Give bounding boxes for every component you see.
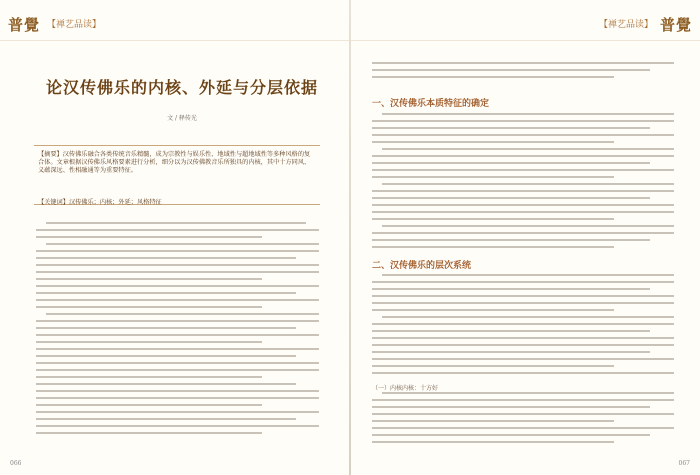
section-heading-1: 一、汉传佛乐本质特征的确定 bbox=[372, 99, 490, 109]
page-number-right: 067 bbox=[678, 460, 690, 467]
article-title: 论汉传佛乐的内核、外延与分层依据 bbox=[45, 78, 318, 97]
text-line bbox=[36, 292, 296, 294]
text-line bbox=[36, 404, 262, 406]
text-line bbox=[372, 232, 674, 234]
text-line bbox=[372, 120, 674, 122]
text-line bbox=[36, 369, 319, 371]
text-line bbox=[36, 229, 319, 231]
text-line bbox=[372, 413, 674, 415]
text-line bbox=[36, 348, 319, 350]
text-line bbox=[36, 236, 262, 238]
text-line bbox=[382, 392, 674, 394]
section1-text bbox=[372, 113, 674, 253]
text-line bbox=[372, 441, 614, 443]
text-line bbox=[382, 113, 674, 115]
text-line bbox=[36, 334, 319, 336]
left-page bbox=[0, 0, 349, 475]
text-line bbox=[372, 288, 650, 290]
right-page bbox=[351, 0, 700, 475]
text-line bbox=[36, 285, 319, 287]
text-line bbox=[36, 320, 319, 322]
text-line bbox=[372, 246, 614, 248]
text-line bbox=[36, 411, 319, 413]
section-heading-2: 二、汉传佛乐的层次系统 bbox=[372, 261, 472, 271]
text-line bbox=[372, 365, 614, 367]
text-line bbox=[372, 420, 614, 422]
keyword-values: 汉传佛乐；内核；外延；风格特征 bbox=[68, 199, 162, 206]
text-line bbox=[36, 376, 262, 378]
page-number-left: 066 bbox=[10, 460, 22, 467]
text-line bbox=[382, 183, 674, 185]
text-line bbox=[372, 344, 674, 346]
text-line bbox=[372, 62, 674, 64]
text-line bbox=[36, 418, 296, 420]
text-line bbox=[372, 69, 650, 71]
text-line bbox=[372, 372, 674, 374]
text-line bbox=[36, 397, 319, 399]
text-line bbox=[382, 148, 674, 150]
text-line bbox=[36, 432, 262, 434]
text-line bbox=[372, 76, 614, 78]
text-line bbox=[36, 250, 319, 252]
column-tag-left: 【禅艺品读】 bbox=[47, 20, 102, 30]
text-line bbox=[372, 141, 614, 143]
text-line bbox=[372, 330, 650, 332]
text-line bbox=[46, 243, 319, 245]
text-line bbox=[46, 222, 306, 224]
text-line bbox=[36, 425, 319, 427]
text-line bbox=[372, 434, 650, 436]
text-line bbox=[36, 390, 319, 392]
abstract-label: 【摘要】 bbox=[38, 151, 63, 158]
keywords bbox=[38, 197, 314, 206]
text-line bbox=[372, 211, 674, 213]
text-line bbox=[36, 383, 296, 385]
left-body-text bbox=[36, 222, 319, 439]
text-line bbox=[36, 278, 262, 280]
text-line bbox=[36, 355, 296, 357]
text-line bbox=[372, 176, 614, 178]
text-line bbox=[372, 190, 674, 192]
right-intro-text bbox=[372, 62, 674, 83]
text-line bbox=[372, 406, 650, 408]
text-line bbox=[46, 313, 319, 315]
text-line bbox=[36, 327, 296, 329]
text-line bbox=[36, 257, 296, 259]
text-line bbox=[372, 155, 674, 157]
text-line bbox=[36, 306, 262, 308]
text-line bbox=[372, 295, 674, 297]
keyword-label: 【关键词】 bbox=[38, 199, 69, 206]
text-line bbox=[36, 299, 319, 301]
text-line bbox=[372, 204, 674, 206]
header-divider-left bbox=[0, 40, 349, 41]
text-line bbox=[372, 162, 650, 164]
subheading: （一）内核内核：十方好 bbox=[372, 385, 439, 392]
text-line bbox=[382, 225, 674, 227]
text-line bbox=[372, 323, 674, 325]
column-tag-right: 【禅艺品读】 bbox=[598, 20, 653, 30]
logo-right: 普覺 bbox=[659, 16, 692, 34]
logo-left: 普覺 bbox=[8, 16, 41, 34]
text-line bbox=[372, 358, 674, 360]
text-line bbox=[36, 264, 319, 266]
text-line bbox=[372, 169, 674, 171]
text-line bbox=[36, 271, 319, 273]
article-author: 文 / 释传光 bbox=[167, 115, 197, 122]
section2-text bbox=[372, 274, 674, 379]
abstract-body: 汉传佛乐融合各类传统音乐精髓，成为宗教性与娱乐性、地域性与超地域性等多种风格的复合体。文章根据汉传佛乐风格要素进行分析，细分以为汉传佛教音乐所独具的内核，其中十方同风、义蕴深远、性相融通等为重要特征。 bbox=[38, 151, 311, 174]
text-line bbox=[372, 197, 650, 199]
text-line bbox=[372, 399, 674, 401]
text-line bbox=[382, 316, 674, 318]
text-line bbox=[382, 274, 674, 276]
text-line bbox=[36, 362, 319, 364]
text-line bbox=[36, 341, 262, 343]
text-line bbox=[372, 351, 650, 353]
text-line bbox=[372, 134, 674, 136]
text-line bbox=[372, 281, 674, 283]
subsection-text bbox=[372, 392, 674, 448]
header-divider-right bbox=[351, 40, 700, 41]
text-line bbox=[372, 127, 650, 129]
text-line bbox=[372, 239, 650, 241]
text-line bbox=[372, 427, 674, 429]
text-line bbox=[372, 302, 674, 304]
text-line bbox=[372, 337, 674, 339]
abstract bbox=[38, 151, 314, 175]
text-line bbox=[372, 309, 614, 311]
text-line bbox=[372, 218, 614, 220]
